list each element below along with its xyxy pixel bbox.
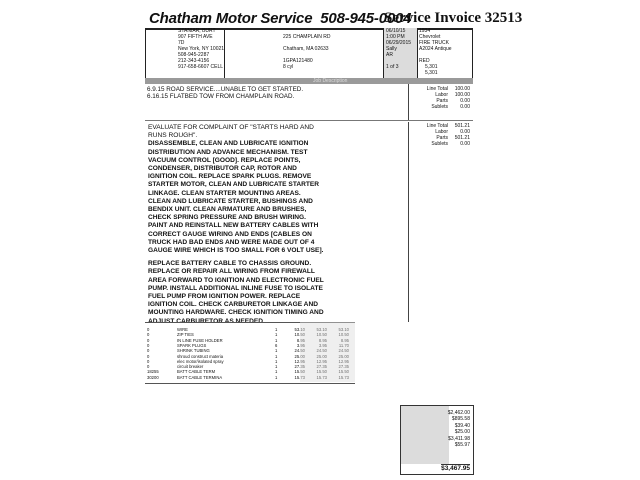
job1-divider xyxy=(408,84,409,120)
part-code: 0 xyxy=(147,348,150,354)
vehicle-color: RED xyxy=(419,58,430,64)
part-extended: 8.95 xyxy=(340,337,349,343)
company-name: Chatham Motor Service xyxy=(149,10,313,27)
job2-divider xyxy=(408,122,409,322)
part-unit-price: 53.10 xyxy=(294,327,305,332)
job2-labor-label: Labor xyxy=(435,129,448,135)
invoice-total: $3,467.95 xyxy=(441,465,470,472)
vehicle-extra: A2024 Antique xyxy=(419,46,452,52)
job2-parts-label: Parts xyxy=(436,135,448,141)
engine: 8 cyl xyxy=(283,64,294,70)
job1-line-1: 6.9.15 ROAD SERVICE....UNABLE TO GET STARTED. xyxy=(147,86,304,93)
job1-description xyxy=(147,86,407,100)
customer-city: New York, NY 10021 xyxy=(178,46,225,52)
customer-address1: 907 FIFTH AVE xyxy=(178,34,213,40)
summary-value-2: $895.58 xyxy=(451,416,470,423)
part-description: shroud construct materia xyxy=(177,353,224,359)
job-section-bar xyxy=(145,78,473,84)
customer-block xyxy=(178,28,224,70)
job2-intro: EVALUATE FOR COMPLAINT OF "STARTS HARD AND RUNS ROUGH". xyxy=(148,124,314,140)
technician: AR xyxy=(386,52,393,58)
odometer-out: 5,301 xyxy=(425,70,438,76)
part-unit-price: 15.50 xyxy=(294,369,305,375)
part-description: ZIP TIES xyxy=(177,332,194,338)
part-code: 0 xyxy=(147,342,150,348)
part-list-price: 3.95 xyxy=(318,342,327,348)
job2-labor: 0.00 xyxy=(460,129,470,135)
part-extended: 15.73 xyxy=(338,374,349,380)
info-divider-3 xyxy=(417,28,418,78)
company-header xyxy=(149,10,411,27)
job2-sublets-label: Sublets xyxy=(431,141,448,147)
part-list-price: 12.95 xyxy=(316,358,327,364)
summary-value-3: $39.40 xyxy=(454,422,470,429)
customer-cell: 917-658-6607 CELL xyxy=(178,64,224,70)
customer-address2: 7D xyxy=(178,40,185,46)
dates-block xyxy=(386,28,411,70)
part-list-price: 10.50 xyxy=(316,332,327,338)
part-code: 0 xyxy=(147,353,150,359)
job2-line-total-label: Line Total xyxy=(426,123,448,129)
parts-price-shade xyxy=(300,322,355,382)
part-quantity: 1 xyxy=(275,332,278,338)
part-quantity: 1 xyxy=(275,348,278,354)
job1-line-2: 6.16.15 FLATBED TOW FROM CHAMPLAIN ROAD. xyxy=(147,93,295,101)
summary-values xyxy=(448,410,470,448)
job2-line-total: 501.21 xyxy=(454,123,470,129)
part-quantity: 1 xyxy=(275,327,278,332)
job1-parts: 0.00 xyxy=(460,98,470,104)
part-description: SHRINK TUBING xyxy=(177,348,210,354)
part-quantity: 1 xyxy=(275,364,278,370)
part-extended: 25.00 xyxy=(338,353,349,359)
location-city: Chatham, MA 02633 xyxy=(283,46,329,52)
job1-line-total: 100.00 xyxy=(454,86,470,92)
job1-labor: 100.00 xyxy=(454,92,470,98)
page-number: 1 of 3 xyxy=(386,64,399,70)
part-quantity: 1 xyxy=(275,353,278,359)
part-unit-price: 3.95 xyxy=(296,342,305,348)
part-unit-price: 10.50 xyxy=(294,332,305,338)
part-extended: 15.50 xyxy=(338,369,349,375)
part-code: 30200 xyxy=(147,374,159,380)
part-description: circuit breaker xyxy=(177,364,204,370)
summary-value-1: $2,462.00 xyxy=(447,410,470,416)
job2-paragraph-1: DISASSEMBLE, CLEAN AND LUBRICATE IGNITION DISTRIBUTION AND ADVANCE MECHANISM. TEST VACUUM CONTROL [GOOD]. REPLACE POINTS, CONDENSER, DISTRIBUTOR CAP, ROTOR AND IGNITION COIL. REPLACE SPARK PLUGS. REMOVE STARTER MOTOR, CLEAN AND LUBRICATE STARTER LINKAGE. CLEAN STARTER MOUNTING AREAS. CLEAN AND LUBRICATE STARTER, BUSHINGS AND BENDIX UNIT. CLEAN ARMATURE AND BRUSHES, CHECK SPRING PRESSURE AND BRUSH WIRING. PAINT AND REINSTALL NEW BATTERY CABLES WITH CORRECT GAUGE WIRING AND ENDS [CABLES ON TRUCK HAD BAD ENDS AND WERE MADE OUT OF 4 GAUGE WIRE WHICH IS TOO SMALL FOR 6 VOLT USE]. xyxy=(148,140,324,255)
job2-parts: 501.21 xyxy=(454,135,470,141)
part-unit-price: 24.50 xyxy=(294,348,305,354)
part-description: BATT CABLE TERMINA xyxy=(177,374,223,380)
section-title: Job Description xyxy=(313,78,348,84)
part-unit-price: 25.00 xyxy=(294,353,305,359)
part-extended: 12.95 xyxy=(338,358,349,364)
part-unit-price: 15.73 xyxy=(294,374,305,380)
part-list-price: 24.50 xyxy=(316,348,327,354)
job2-paragraph-2: REPLACE BATTERY CABLE TO CHASSIS GROUND. REPLACE OR REPAIR ALL WIRING FROM FIREWALL AREA FORWARD TO IGNITION AND ELECTRONIC FUEL PUMP. INSTALL ADDITIONAL INLINE FUSE TO ISOLATE FUEL PUMP FROM IGNITION POWER. REPLACE IGNITION COIL. CHECK CARBURETOR LINKAGE AND MOUNTING HARDWARE. CHECK IGNITION TIMING AND ADJUST CARBURETOR AS NEEDED. xyxy=(148,260,324,325)
vehicle-make: Chevrolet xyxy=(419,34,441,40)
part-extended: 27.35 xyxy=(338,364,349,370)
part-code: 0 xyxy=(147,358,150,364)
part-description: elec motor/isolated spray xyxy=(177,358,224,364)
info-left-border xyxy=(145,28,146,78)
part-extended: 53.10 xyxy=(338,327,349,332)
customer-name: STANIAR, BURT xyxy=(178,28,216,34)
info-divider-2 xyxy=(383,28,384,78)
part-quantity: 1 xyxy=(275,358,278,364)
company-phone: 508-945-0004 xyxy=(320,10,412,27)
job2-description xyxy=(148,124,324,326)
invoice-date: 06/10/15 xyxy=(386,28,406,34)
part-unit-price: 27.35 xyxy=(294,364,305,370)
part-code: 0 xyxy=(147,327,150,332)
part-list-price: 15.73 xyxy=(316,374,327,380)
invoice-time: 1:00 PM xyxy=(386,34,405,40)
part-quantity: 1 xyxy=(275,374,278,380)
part-code: 0 xyxy=(147,332,150,338)
summary-value-6: $55.97 xyxy=(454,442,470,449)
service-writer: Sally xyxy=(386,46,397,52)
part-unit-price: 12.95 xyxy=(294,358,305,364)
part-code: 18255 xyxy=(147,369,159,375)
part-quantity: 6 xyxy=(275,342,278,348)
summary-value-4: $25.00 xyxy=(454,429,470,436)
summary-value-5: $3,411.98 xyxy=(448,435,470,442)
invoice-title: Service Invoice 32513 xyxy=(384,10,523,26)
part-code: 0 xyxy=(147,364,150,370)
part-quantity: 1 xyxy=(275,337,278,343)
vehicle-year: 1934 xyxy=(419,28,431,34)
info-divider-1 xyxy=(224,28,225,78)
vehicle-model: FIRE TRUCK xyxy=(419,40,449,46)
part-extended: 11.70 xyxy=(338,342,349,348)
job1-labor-label: Labor xyxy=(435,92,448,98)
customer-phone1: 508-945-2287 xyxy=(178,52,210,58)
job1-parts-label: Parts xyxy=(436,98,448,104)
job1-sublets: 0.00 xyxy=(460,104,470,110)
part-description: SPARK PLUGS xyxy=(177,342,207,348)
part-description: WIRE xyxy=(177,327,188,332)
part-quantity: 1 xyxy=(275,369,278,375)
part-list-price: 8.95 xyxy=(318,337,327,343)
part-list-price: 27.35 xyxy=(316,364,327,370)
odometer-in: 5,301 xyxy=(425,64,438,70)
part-extended: 24.50 xyxy=(338,348,349,354)
vin: 1GPA121480 xyxy=(283,58,313,64)
info-right-border xyxy=(472,28,473,78)
location-address: 225 CHAMPLAIN RD xyxy=(283,34,331,40)
part-code: 0 xyxy=(147,337,150,343)
part-list-price: 15.50 xyxy=(316,369,327,375)
customer-phone2: 212-343-4156 xyxy=(178,58,210,64)
summary-box xyxy=(400,405,474,475)
part-extended: 10.50 xyxy=(338,332,349,338)
part-list-price: 53.10 xyxy=(316,327,327,332)
part-list-price: 25.00 xyxy=(316,353,327,359)
job1-line-total-label: Line Total xyxy=(426,86,448,92)
job-separator xyxy=(145,120,473,121)
job1-sublets-label: Sublets xyxy=(431,104,448,110)
part-unit-price: 8.95 xyxy=(296,337,305,343)
part-description: IN LINE FUSE HOLDER xyxy=(177,337,223,343)
invoice-date2: 06/29/2015 xyxy=(386,40,412,46)
summary-shade xyxy=(401,406,449,464)
part-description: BATT CABLE TERM xyxy=(177,369,216,375)
vehicle-block xyxy=(419,28,452,76)
location-block xyxy=(283,34,331,70)
job2-sublets: 0.00 xyxy=(460,141,470,147)
